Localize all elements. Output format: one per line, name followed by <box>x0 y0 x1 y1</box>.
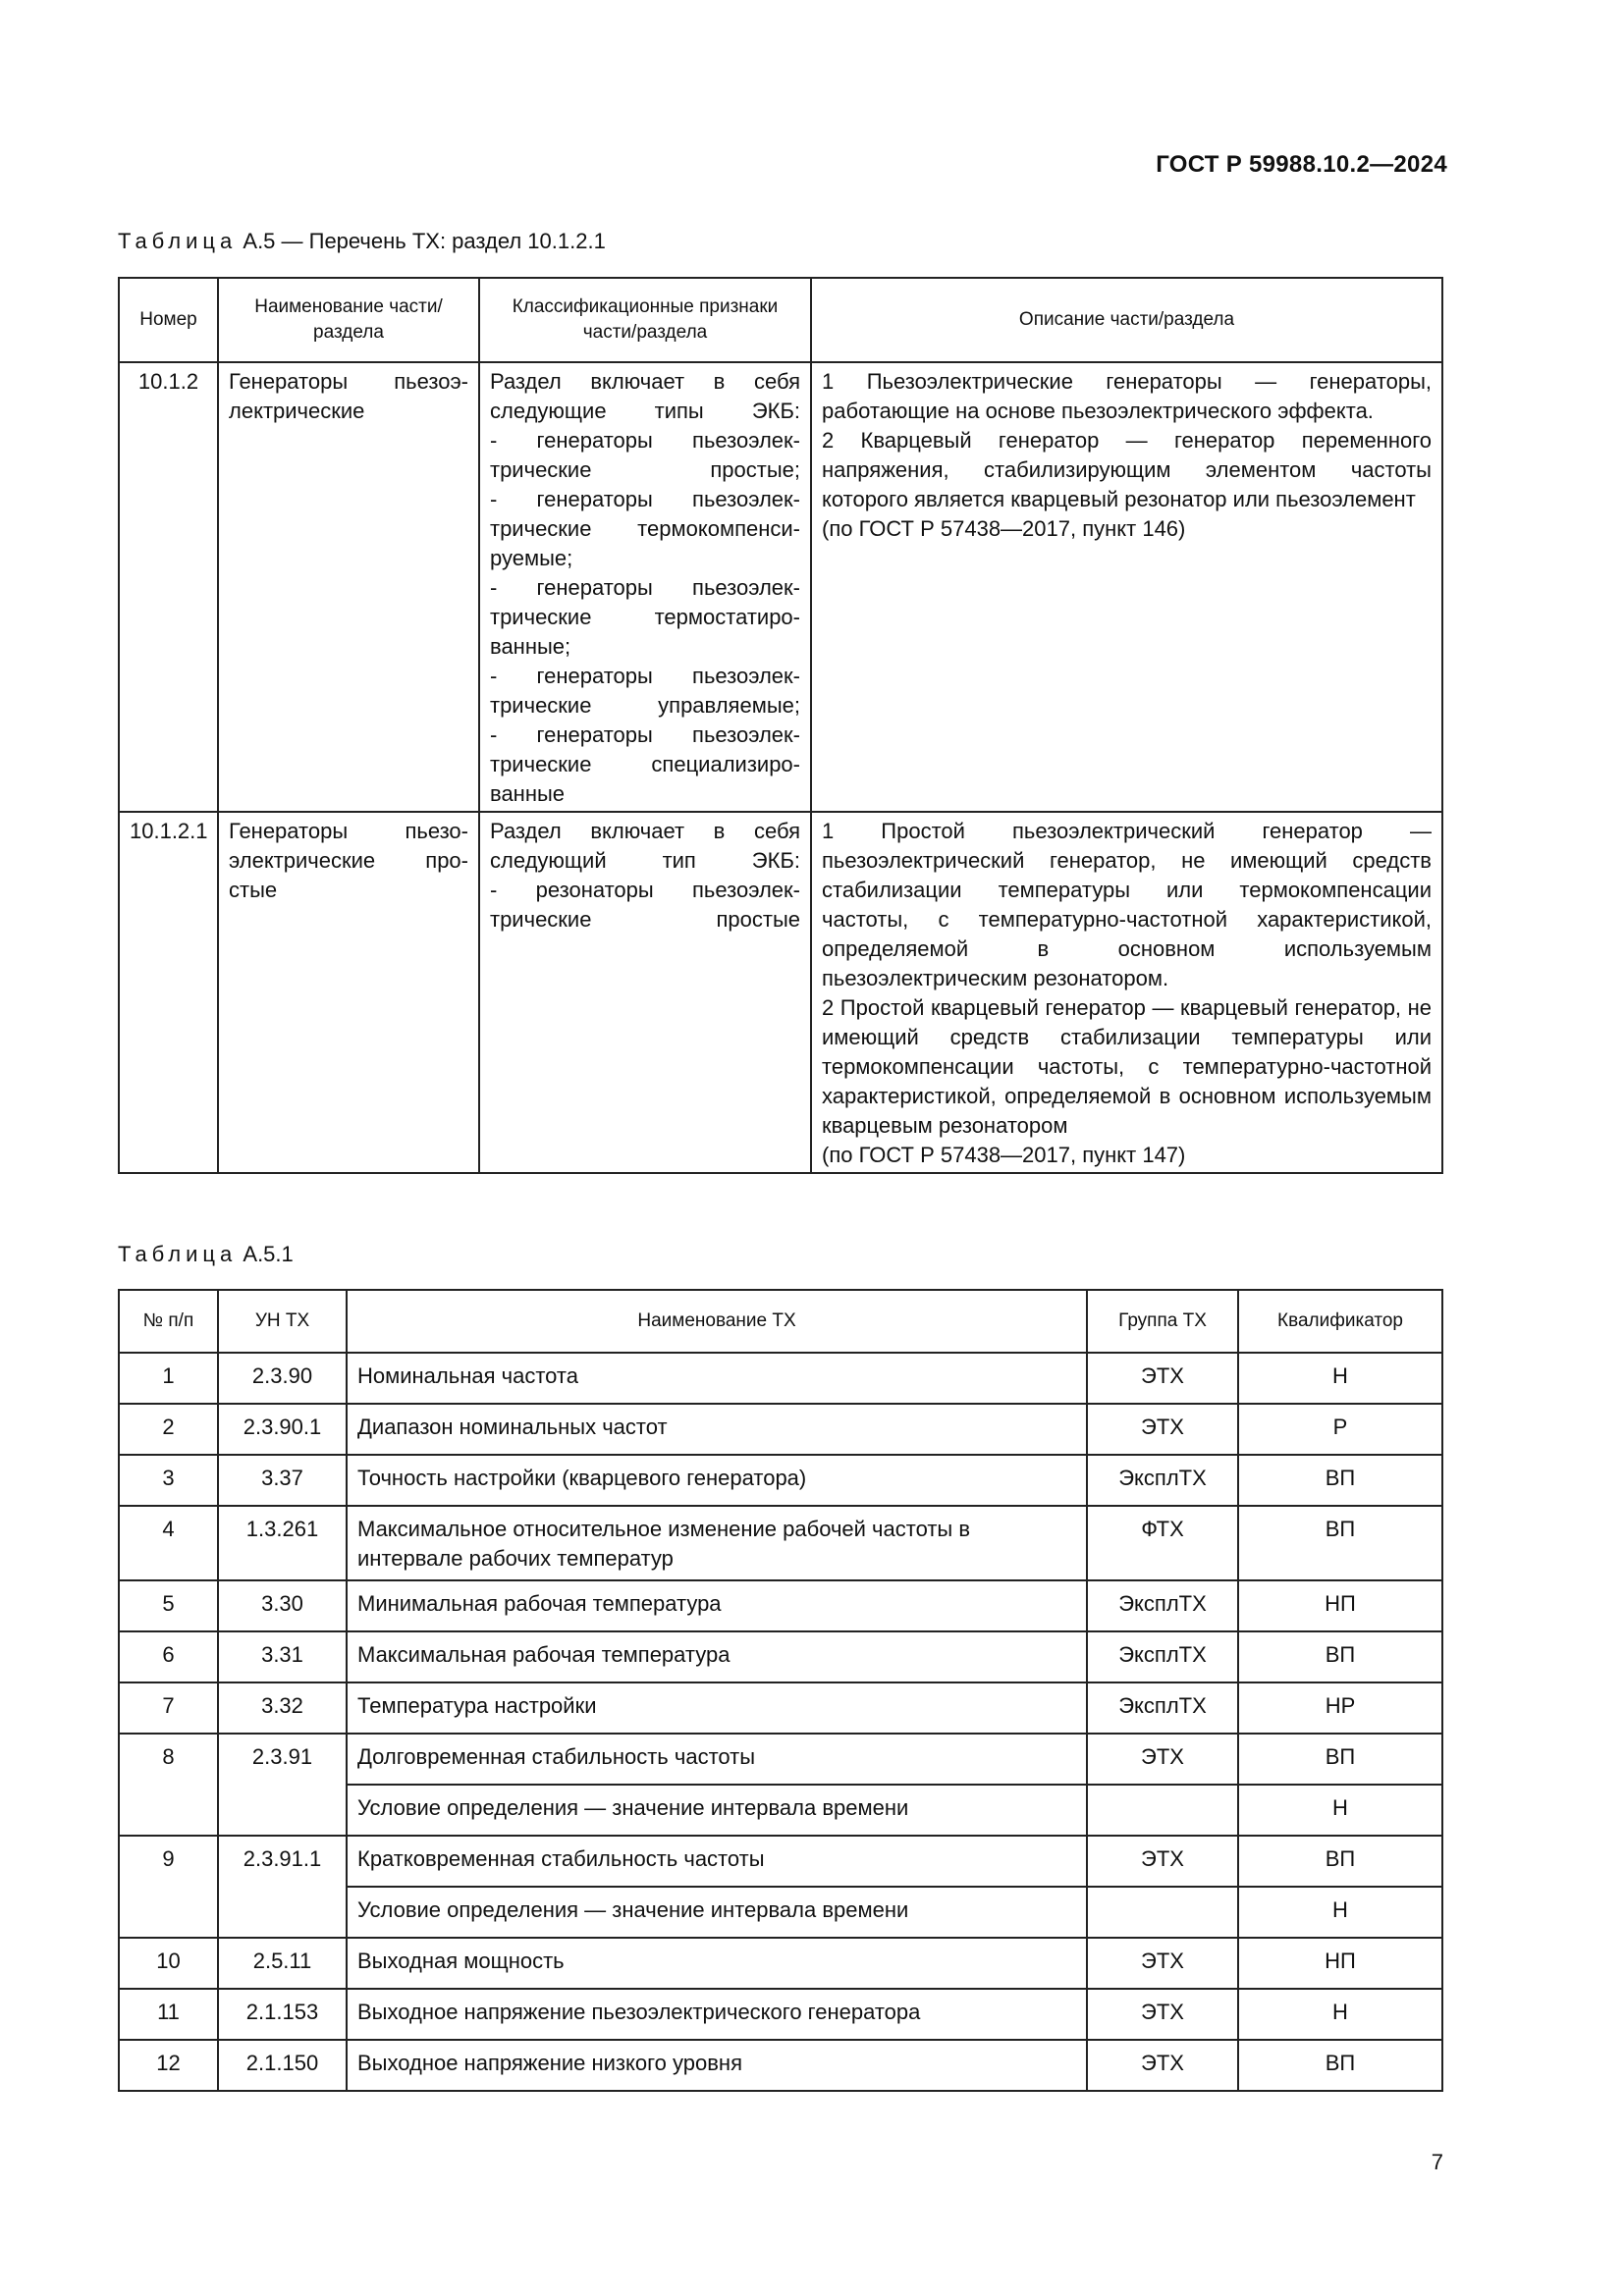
row-code: 2.1.153 <box>218 1989 347 2040</box>
row-name: Выходная мощность <box>347 1938 1087 1989</box>
feature-line: трические простые; <box>490 457 800 482</box>
feature-line: трические специализиро- <box>490 752 800 776</box>
table-row <box>119 1989 1442 2040</box>
feature-line: - генераторы пьезоэлек- <box>490 722 800 747</box>
row-name: Выходное напряжение низкого уровня <box>347 2040 1087 2091</box>
feature-line: Раздел включает в себя <box>490 369 800 394</box>
table-header-row <box>119 278 1442 362</box>
table-row <box>119 1682 1442 1734</box>
row-group: ЭТХ <box>1087 2040 1238 2091</box>
row-index: 8 <box>119 1734 218 1836</box>
header-name: Наименование ТХ <box>347 1290 1087 1353</box>
description-paragraph: 1 Пьезоэлектрические генераторы — генераторы, работающие на основе пьезоэлектрического эффекта. <box>822 369 1432 423</box>
feature-line: - генераторы пьезоэлек- <box>490 428 800 453</box>
row-code: 2.3.90 <box>218 1353 347 1404</box>
header-number: Номер <box>119 278 218 362</box>
row-name: Максимальное относительное изменение рабочей частоты в интервале рабочих температур <box>347 1506 1087 1580</box>
row-group: ЭксплТХ <box>1087 1580 1238 1631</box>
row-group: ФТХ <box>1087 1506 1238 1580</box>
page-number: 7 <box>1431 2150 1443 2174</box>
row-code: 2.3.91 <box>218 1734 347 1836</box>
table-row <box>119 362 1442 812</box>
row-number: 10.1.2.1 <box>119 812 218 1173</box>
feature-line: Раздел включает в себя <box>490 819 800 843</box>
table-a51-caption <box>118 1242 294 1267</box>
row-name: Минимальная рабочая температура <box>347 1580 1087 1631</box>
row-qualifier: ВП <box>1238 1734 1442 1785</box>
feature-line: - генераторы пьезоэлек- <box>490 664 800 688</box>
feature-line: - генераторы пьезоэлек- <box>490 487 800 511</box>
row-qualifier: Н <box>1238 1353 1442 1404</box>
table-row <box>119 1734 1442 1785</box>
feature-line: трические простые <box>490 907 800 932</box>
row-index: 6 <box>119 1631 218 1682</box>
row-group: ЭТХ <box>1087 1404 1238 1455</box>
row-description <box>811 362 1442 812</box>
feature-line: следующий тип ЭКБ: <box>490 848 800 873</box>
table-row <box>119 1631 1442 1682</box>
row-index: 12 <box>119 2040 218 2091</box>
table-row <box>119 1404 1442 1455</box>
feature-line: - резонаторы пьезоэлек- <box>490 878 800 902</box>
row-features <box>479 812 811 1173</box>
feature-line: трические термокомпенси- <box>490 516 800 541</box>
row-name: Долговременная стабильность частоты <box>347 1734 1087 1785</box>
row-features <box>479 362 811 812</box>
feature-line: трические управляемые; <box>490 693 800 718</box>
row-index: 9 <box>119 1836 218 1938</box>
row-index: 5 <box>119 1580 218 1631</box>
row-name: Кратковременная стабильность частоты <box>347 1836 1087 1887</box>
header-description: Описание части/раздела <box>811 278 1442 362</box>
row-group: ЭТХ <box>1087 1836 1238 1887</box>
row-code: 2.5.11 <box>218 1938 347 1989</box>
row-name: Номинальная частота <box>347 1353 1087 1404</box>
row-code: 3.30 <box>218 1580 347 1631</box>
table-row <box>119 1836 1442 1887</box>
row-code: 3.32 <box>218 1682 347 1734</box>
caption-text: А.5 — Перечень ТХ: раздел 10.1.2.1 <box>243 229 606 253</box>
row-code: 2.3.90.1 <box>218 1404 347 1455</box>
row-group <box>1087 1785 1238 1836</box>
row-index: 1 <box>119 1353 218 1404</box>
document-header: ГОСТ Р 59988.10.2—2024 <box>1156 151 1447 178</box>
row-group: ЭксплТХ <box>1087 1631 1238 1682</box>
row-group: ЭксплТХ <box>1087 1455 1238 1506</box>
row-qualifier: НП <box>1238 1580 1442 1631</box>
row-code: 2.1.150 <box>218 2040 347 2091</box>
row-part-name: Генераторы пьезо- электрические про- стые <box>218 812 479 1173</box>
caption-text: А.5.1 <box>243 1242 294 1266</box>
row-index: 10 <box>119 1938 218 1989</box>
feature-line: следующие типы ЭКБ: <box>490 399 800 423</box>
caption-prefix: Таблица <box>118 1242 238 1266</box>
row-name: Максимальная рабочая температура <box>347 1631 1087 1682</box>
row-qualifier: Н <box>1238 1887 1442 1938</box>
row-qualifier: ВП <box>1238 1506 1442 1580</box>
row-group <box>1087 1887 1238 1938</box>
description-paragraph: (по ГОСТ Р 57438—2017, пункт 147) <box>822 1143 1186 1167</box>
row-qualifier: ВП <box>1238 1836 1442 1887</box>
row-code: 1.3.261 <box>218 1506 347 1580</box>
table-a5-caption <box>118 229 606 254</box>
row-code: 2.3.91.1 <box>218 1836 347 1938</box>
row-qualifier: Н <box>1238 1785 1442 1836</box>
feature-line: ванные <box>490 781 566 806</box>
row-description <box>811 812 1442 1173</box>
description-paragraph: 2 Кварцевый генератор — генератор переменного напряжения, стабилизирующим элементом частоты которого является кварцевый резонатор или пьезоэлемент <box>822 428 1432 511</box>
table-row <box>119 1455 1442 1506</box>
header-group: Группа ТХ <box>1087 1290 1238 1353</box>
row-group: ЭксплТХ <box>1087 1682 1238 1734</box>
description-paragraph: 1 Простой пьезоэлектрический генератор — пьезоэлектрический генератор, не имеющий средств стабилизации температуры или термокомпенсации частоты, с температурно-частотной характеристикой, определяемой в основном используемым пьезоэлектрическим резонатором. <box>822 819 1432 990</box>
table-row <box>119 812 1442 1173</box>
row-name: Выходное напряжение пьезоэлектрического генератора <box>347 1989 1087 2040</box>
table-row <box>119 2040 1442 2091</box>
row-index: 11 <box>119 1989 218 2040</box>
row-group: ЭТХ <box>1087 1353 1238 1404</box>
row-name: Точность настройки (кварцевого генератора) <box>347 1455 1087 1506</box>
table-a51 <box>118 1289 1443 2092</box>
row-group: ЭТХ <box>1087 1989 1238 2040</box>
table-row <box>119 1353 1442 1404</box>
row-index: 3 <box>119 1455 218 1506</box>
feature-line: - генераторы пьезоэлек- <box>490 575 800 600</box>
table-row <box>119 1580 1442 1631</box>
row-index: 4 <box>119 1506 218 1580</box>
table-header-row <box>119 1290 1442 1353</box>
row-name: Условие определения — значение интервала времени <box>347 1887 1087 1938</box>
header-code: УН ТХ <box>218 1290 347 1353</box>
row-index: 2 <box>119 1404 218 1455</box>
row-index: 7 <box>119 1682 218 1734</box>
table-a5 <box>118 277 1443 1174</box>
row-name: Диапазон номинальных частот <box>347 1404 1087 1455</box>
header-qualifier: Квалификатор <box>1238 1290 1442 1353</box>
row-name: Температура настройки <box>347 1682 1087 1734</box>
row-qualifier: Н <box>1238 1989 1442 2040</box>
table-row <box>119 1506 1442 1580</box>
description-paragraph: 2 Простой кварцевый генератор — кварцевый генератор, не имеющий средств стабилизации температуры или термокомпенсации частоты, с температурно-частотной характеристикой, определяемой в основном используемым кварцевым резонатором <box>822 995 1432 1138</box>
row-part-name: Генераторы пьезоэ- лектрические <box>218 362 479 812</box>
row-name: Условие определения — значение интервала времени <box>347 1785 1087 1836</box>
row-qualifier: ВП <box>1238 2040 1442 2091</box>
row-group: ЭТХ <box>1087 1938 1238 1989</box>
row-code: 3.31 <box>218 1631 347 1682</box>
feature-line: руемые; <box>490 546 573 570</box>
row-number: 10.1.2 <box>119 362 218 812</box>
caption-prefix: Таблица <box>118 229 238 253</box>
row-group: ЭТХ <box>1087 1734 1238 1785</box>
row-qualifier: ВП <box>1238 1455 1442 1506</box>
description-paragraph: (по ГОСТ Р 57438—2017, пункт 146) <box>822 516 1186 541</box>
table-row <box>119 1938 1442 1989</box>
feature-line: ванные; <box>490 634 571 659</box>
row-qualifier: Р <box>1238 1404 1442 1455</box>
header-part-name: Наименование части/ раздела <box>218 278 479 362</box>
feature-line: трические термостатиро- <box>490 605 800 629</box>
row-qualifier: НР <box>1238 1682 1442 1734</box>
header-features: Классификационные признаки части/раздела <box>479 278 811 362</box>
row-code: 3.37 <box>218 1455 347 1506</box>
header-index: № п/п <box>119 1290 218 1353</box>
row-qualifier: НП <box>1238 1938 1442 1989</box>
row-qualifier: ВП <box>1238 1631 1442 1682</box>
